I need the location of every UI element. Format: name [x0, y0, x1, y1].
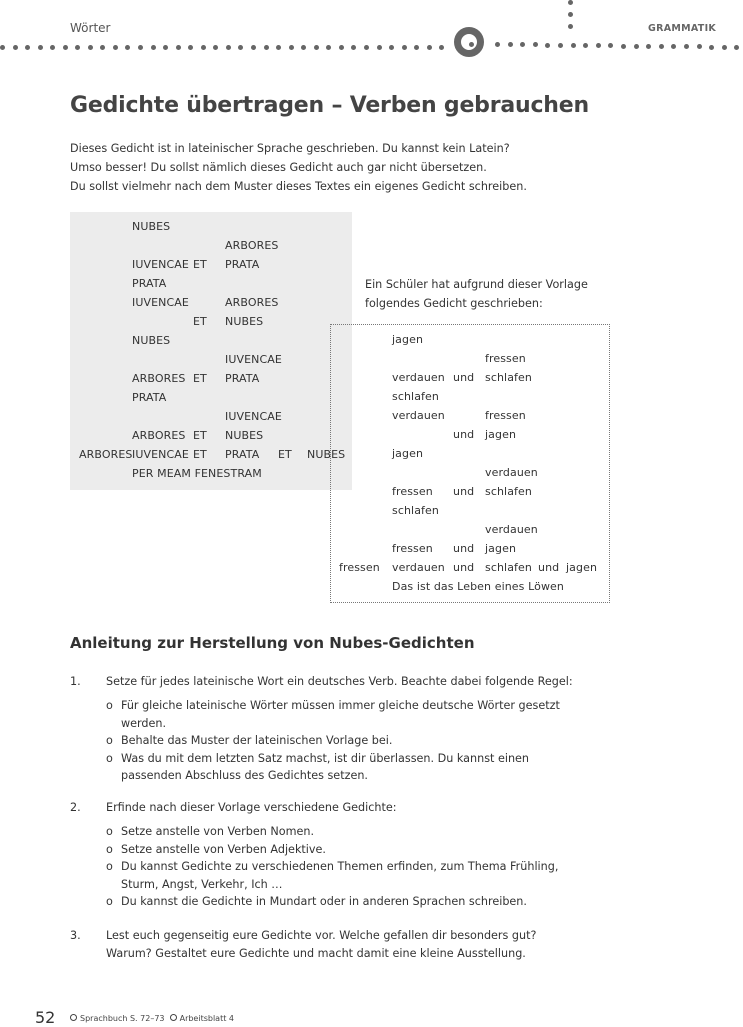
latin-poem-word: PRATA — [132, 391, 167, 404]
intro-paragraph — [70, 139, 630, 196]
dot — [621, 44, 626, 49]
dot — [25, 45, 30, 50]
latin-poem-word: ARBORES — [225, 296, 279, 309]
latin-poem-word: IUVENCAE — [225, 353, 282, 366]
step-number: 1. — [70, 675, 81, 688]
dot — [508, 42, 513, 47]
bullet-text: werden. — [121, 716, 167, 730]
german-poem-word: und — [538, 561, 560, 574]
dot — [188, 45, 193, 50]
dot — [439, 45, 444, 50]
circle-bullet-icon: o — [106, 751, 113, 765]
circle-bullet-icon: o — [106, 825, 113, 838]
note-line: Ein Schüler hat aufgrund dieser Vorlage — [365, 278, 588, 291]
page-number: 52 — [35, 1008, 56, 1027]
dot — [545, 43, 550, 48]
dot — [520, 42, 525, 47]
bullet-item — [106, 823, 314, 841]
german-poem-word: jagen — [392, 447, 424, 460]
dot — [339, 45, 344, 50]
dot — [38, 45, 43, 50]
german-poem-word: fressen — [339, 561, 380, 574]
dot — [659, 44, 664, 49]
bullet-text: Was du mit dem letzten Satz machst, ist dir überlassen. Du kannst einen — [121, 751, 530, 765]
bullet-text: Du kannst die Gedichte in Mundart oder in anderen Sprachen schreiben. — [121, 895, 527, 908]
german-poem-word: verdauen — [485, 523, 538, 536]
step-number: 2. — [70, 801, 81, 814]
german-poem-word: schlafen — [392, 390, 439, 403]
dot — [697, 44, 702, 49]
latin-poem-word: NUBES — [132, 220, 171, 233]
bullet-text: passenden Abschluss des Gedichtes setzen. — [121, 769, 368, 782]
step-text: Lest euch gegenseitig eure Gedichte vor. Welche gefallen dir besonders gut? — [106, 929, 537, 942]
latin-poem-word: ET — [193, 429, 207, 442]
latin-poem-word: ET — [278, 448, 292, 461]
circle-bullet-icon — [170, 1014, 177, 1021]
dot — [427, 45, 432, 50]
dot — [414, 45, 419, 50]
german-poem-word: jagen — [392, 333, 424, 346]
latin-poem-word: ARBORES — [79, 448, 133, 461]
latin-poem-word: IUVENCAE — [132, 258, 189, 271]
dot — [289, 45, 294, 50]
dot — [88, 45, 93, 50]
german-poem-word: fressen — [392, 485, 433, 498]
dot — [314, 45, 319, 50]
dot — [722, 45, 727, 50]
bullet-text: Du kannst Gedichte zu verschiedenen Themen erfinden, zum Thema Frühling, — [121, 860, 559, 873]
german-poem-word: jagen — [566, 561, 598, 574]
german-poem-word: und — [453, 371, 475, 384]
german-poem-word: fressen — [485, 409, 526, 422]
german-poem-word: schlafen — [485, 485, 532, 498]
dot — [276, 45, 281, 50]
dot — [264, 45, 269, 50]
bullet-text: Für gleiche lateinische Wörter müssen immer gleiche deutsche Wörter gesetzt — [121, 699, 560, 712]
footer-references — [70, 1014, 234, 1023]
instructions-heading: Anleitung zur Herstellung von Nubes-Gedichten — [70, 634, 475, 652]
dot — [301, 45, 306, 50]
latin-poem-word: ET — [193, 372, 207, 385]
german-poem-word: und — [453, 542, 475, 555]
german-poem-word: verdauen — [392, 409, 445, 422]
dot — [734, 45, 739, 50]
dot — [364, 45, 369, 50]
page-title: Gedichte übertragen – Verben gebrauchen — [70, 93, 589, 118]
latin-poem-word: IUVENCAE — [132, 296, 189, 309]
dot — [75, 45, 80, 50]
german-poem-word: schlafen — [485, 371, 532, 384]
dot — [238, 45, 243, 50]
dot — [13, 45, 18, 50]
bullet-text: Behalte das Muster der lateinischen Vorlage bei. — [121, 734, 393, 747]
dot — [568, 0, 573, 5]
dot — [646, 44, 651, 49]
dot — [251, 45, 256, 50]
dot — [709, 45, 714, 50]
dot — [568, 24, 573, 29]
ref-sprachbuch: Sprachbuch S. 72–73 — [80, 1014, 165, 1023]
circle-bullet-icon: o — [106, 860, 113, 873]
latin-poem-word: PRATA — [225, 258, 260, 271]
german-poem-word: verdauen — [392, 561, 445, 574]
bullet-item — [106, 750, 529, 785]
german-poem-word: verdauen — [392, 371, 445, 384]
step-text: Setze für jedes lateinische Wort ein deutsches Verb. Beachte dabei folgende Regel: — [106, 675, 573, 688]
latin-poem-word: PRATA — [225, 448, 260, 461]
step-number: 3. — [70, 929, 81, 942]
latin-poem-word: ET — [193, 258, 207, 271]
dot — [568, 12, 573, 17]
latin-poem-word: ARBORES — [132, 372, 186, 385]
latin-poem-word: NUBES — [225, 429, 264, 442]
german-poem-word: jagen — [485, 428, 517, 441]
dot — [0, 45, 5, 50]
dot — [63, 45, 68, 50]
german-poem-word: und — [453, 485, 475, 498]
dot — [176, 45, 181, 50]
latin-poem-word: PRATA — [132, 277, 167, 290]
dot — [213, 45, 218, 50]
latin-poem-word: NUBES — [132, 334, 171, 347]
latin-poem-word: PER MEAM FENESTRAM — [132, 467, 262, 480]
german-poem-word: verdauen — [485, 466, 538, 479]
german-poem-word: und — [453, 561, 475, 574]
bullet-item — [106, 841, 326, 859]
bullet-text: Setze anstelle von Verben Nomen. — [121, 825, 315, 838]
dot — [226, 45, 231, 50]
german-poem-word: jagen — [485, 542, 517, 555]
dot — [583, 43, 588, 48]
step-text: Erfinde nach dieser Vorlage verschiedene Gedichte: — [106, 801, 397, 814]
circle-bullet-icon — [70, 1014, 77, 1021]
dot — [608, 43, 613, 48]
dot — [125, 45, 130, 50]
target-icon — [454, 27, 484, 57]
dot — [533, 42, 538, 47]
bullet-item — [106, 893, 527, 911]
dot — [50, 45, 55, 50]
dot — [351, 45, 356, 50]
dot — [684, 44, 689, 49]
ref-arbeitsblatt: Arbeitsblatt 4 — [179, 1014, 234, 1023]
latin-poem-word: IUVENCAE — [132, 448, 189, 461]
dot — [100, 45, 105, 50]
section-label-grammatik: GRAMMATIK — [648, 23, 717, 34]
circle-bullet-icon: o — [106, 734, 113, 747]
bullet-item — [106, 732, 392, 750]
dot — [113, 45, 118, 50]
latin-poem-word: NUBES — [307, 448, 346, 461]
dot — [402, 45, 407, 50]
circle-bullet-icon: o — [106, 699, 113, 712]
dot — [201, 45, 206, 50]
circle-bullet-icon: o — [106, 895, 113, 908]
bullet-text: Setze anstelle von Verben Adjektive. — [121, 842, 326, 856]
dot — [326, 45, 331, 50]
latin-poem-word: NUBES — [225, 315, 264, 328]
german-poem-word: und — [453, 428, 475, 441]
circle-bullet-icon: o — [106, 842, 113, 856]
german-poem-word: schlafen — [392, 504, 439, 517]
bullet-text: Sturm, Angst, Verkehr, Ich … — [121, 877, 283, 891]
latin-poem-word: IUVENCAE — [225, 410, 282, 423]
bullet-item — [106, 858, 558, 893]
dot — [495, 42, 500, 47]
intro-line: Dieses Gedicht ist in lateinischer Sprache geschrieben. Du kannst kein Latein? — [70, 142, 510, 155]
intro-line: Du sollst vielmehr nach dem Muster dieses Textes ein eigenes Gedicht schreiben. — [70, 180, 527, 193]
intro-line: Umso besser! Du sollst nämlich dieses Gedicht auch gar nicht übersetzen. — [70, 161, 487, 174]
note-line: folgendes Gedicht geschrieben: — [365, 297, 543, 310]
dot — [671, 44, 676, 49]
latin-poem-word: ARBORES — [225, 239, 279, 252]
dot — [163, 45, 168, 50]
latin-poem-word: ET — [193, 448, 207, 461]
bullet-item — [106, 697, 560, 732]
latin-poem-word: ET — [193, 315, 207, 328]
german-poem-word: schlafen — [485, 561, 532, 574]
latin-poem-word: PRATA — [225, 372, 260, 385]
dot — [389, 45, 394, 50]
section-label-woerter: Wörter — [70, 21, 111, 35]
dot — [571, 43, 576, 48]
latin-poem-word: ARBORES — [132, 429, 186, 442]
german-poem-word: fressen — [392, 542, 433, 555]
dot — [596, 43, 601, 48]
student-note — [365, 275, 588, 313]
german-poem-word: Das ist das Leben eines Löwen — [392, 580, 564, 593]
step-text: Warum? Gestaltet eure Gedichte und macht damit eine kleine Ausstellung. — [106, 947, 526, 960]
dot — [151, 45, 156, 50]
dot — [377, 45, 382, 50]
dot — [634, 44, 639, 49]
dot — [558, 43, 563, 48]
german-poem-word: fressen — [485, 352, 526, 365]
dot — [138, 45, 143, 50]
